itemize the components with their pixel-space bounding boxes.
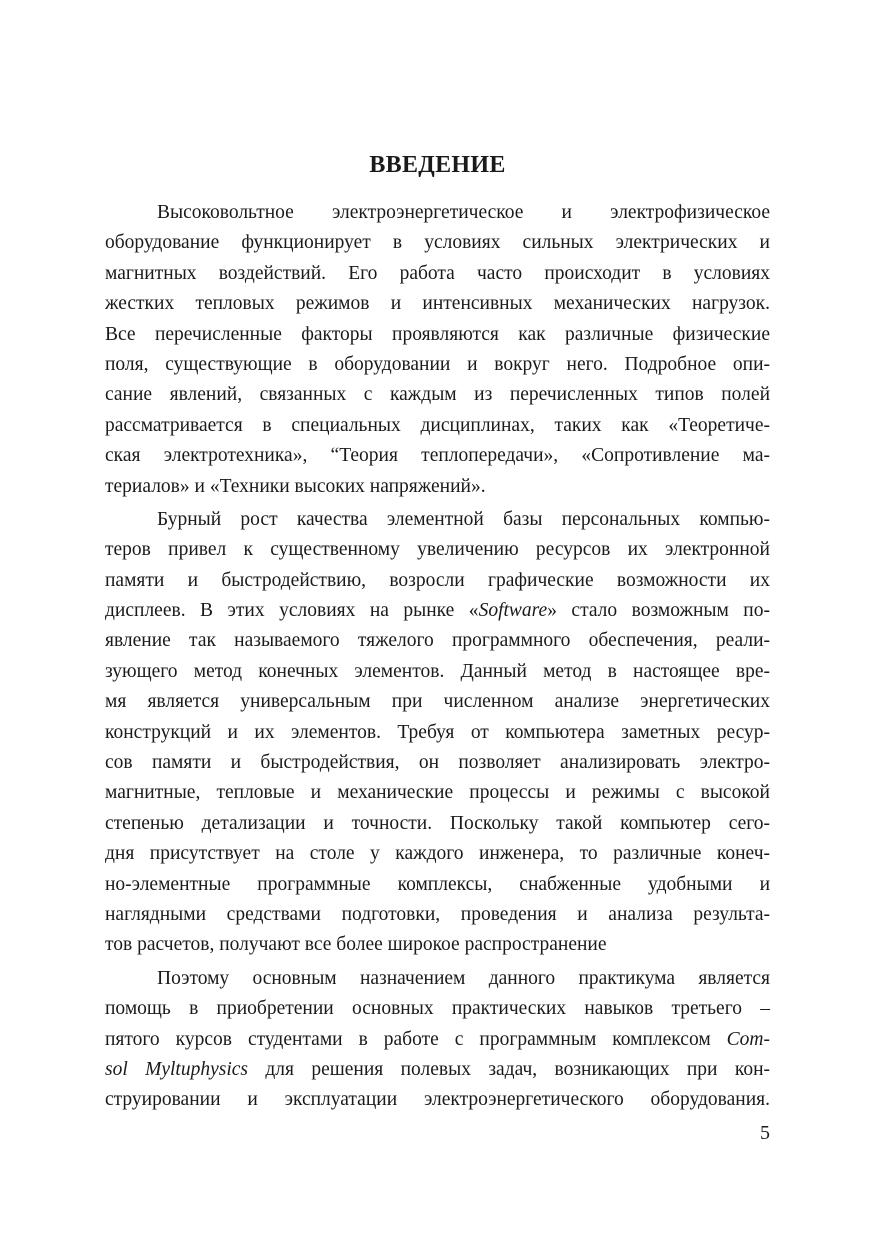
text-line: Бурный рост качества элементной базы персональных компью-: [157, 508, 770, 530]
text-line: пятого курсов студентами в работе с программным комплексом Com-: [105, 1028, 770, 1050]
text-line: магнитные, тепловые и механические процессы и режимы с высокой: [105, 782, 770, 804]
text-line: сание явлений, связанных с каждым из перечисленных типов полей: [105, 384, 770, 406]
text-line: но-элементные программные комплексы, снабженные удобными и: [105, 873, 770, 895]
text-line: дисплеев. В этих условиях на рынке «Software» стало возможным по-: [105, 600, 770, 622]
text-line: тов расчетов, получают все более широкое распространение: [105, 934, 607, 956]
text-line: наглядными средствами подготовки, проведения и анализа результа-: [105, 903, 770, 925]
text-line: сов памяти и быстродействия, он позволяет анализировать электро-: [105, 752, 770, 774]
text-line: зующего метод конечных элементов. Данный метод в настоящее вре-: [105, 660, 770, 682]
text-line: Поэтому основным назначением данного практикума является: [157, 967, 770, 989]
page-title: ВВЕДЕНИЕ: [369, 152, 506, 178]
text-line: памяти и быстродействию, возросли графические возможности их: [105, 569, 770, 591]
text-line: Высоковольтное электроэнергетическое и электрофизическое: [157, 202, 770, 223]
text-line: sol Myltuphysics для решения полевых задач, возникающих при кон-: [105, 1058, 770, 1080]
text-line: ская электротехника», “Теория теплопередачи», «Сопротивление ма-: [105, 445, 770, 467]
text-line: конструкций и их элементов. Требуя от компьютера заметных ресур-: [105, 721, 770, 743]
text-line: степенью детализации и точности. Поскольку такой компьютер сего-: [105, 812, 770, 834]
text-line: струировании и эксплуатации электроэнергетического оборудования.: [105, 1089, 770, 1111]
text-line: помощь в приобретении основных практических навыков третьего –: [105, 998, 770, 1020]
text-line: териалов» и «Техники высоких напряжений».: [105, 475, 486, 497]
text-line: оборудование функционирует в условиях сильных электрических и: [105, 232, 770, 254]
text-line: поля, существующие в оборудовании и вокруг него. Подробное опи-: [105, 353, 770, 375]
text-line: магнитных воздействий. Его работа часто происходит в условиях: [105, 262, 770, 284]
text-line: дня присутствует на столе у каждого инженера, то различные конеч-: [105, 843, 770, 865]
text-line: Все перечисленные факторы проявляются как различные физические: [105, 323, 770, 345]
text-line: теров привел к существенному увеличению ресурсов их электронной: [105, 539, 770, 561]
text-line: мя является универсальным при численном анализе энергетических: [105, 691, 770, 713]
text-line: явление так называемого тяжелого программного обеспечения, реали-: [105, 630, 770, 652]
text-line: жестких тепловых режимов и интенсивных механических нагрузок.: [105, 293, 770, 315]
page-number: 5: [760, 1122, 770, 1144]
text-line: рассматривается в специальных дисциплинах, таких как «Теоретиче-: [105, 414, 770, 436]
body-text: [105, 198, 770, 1116]
